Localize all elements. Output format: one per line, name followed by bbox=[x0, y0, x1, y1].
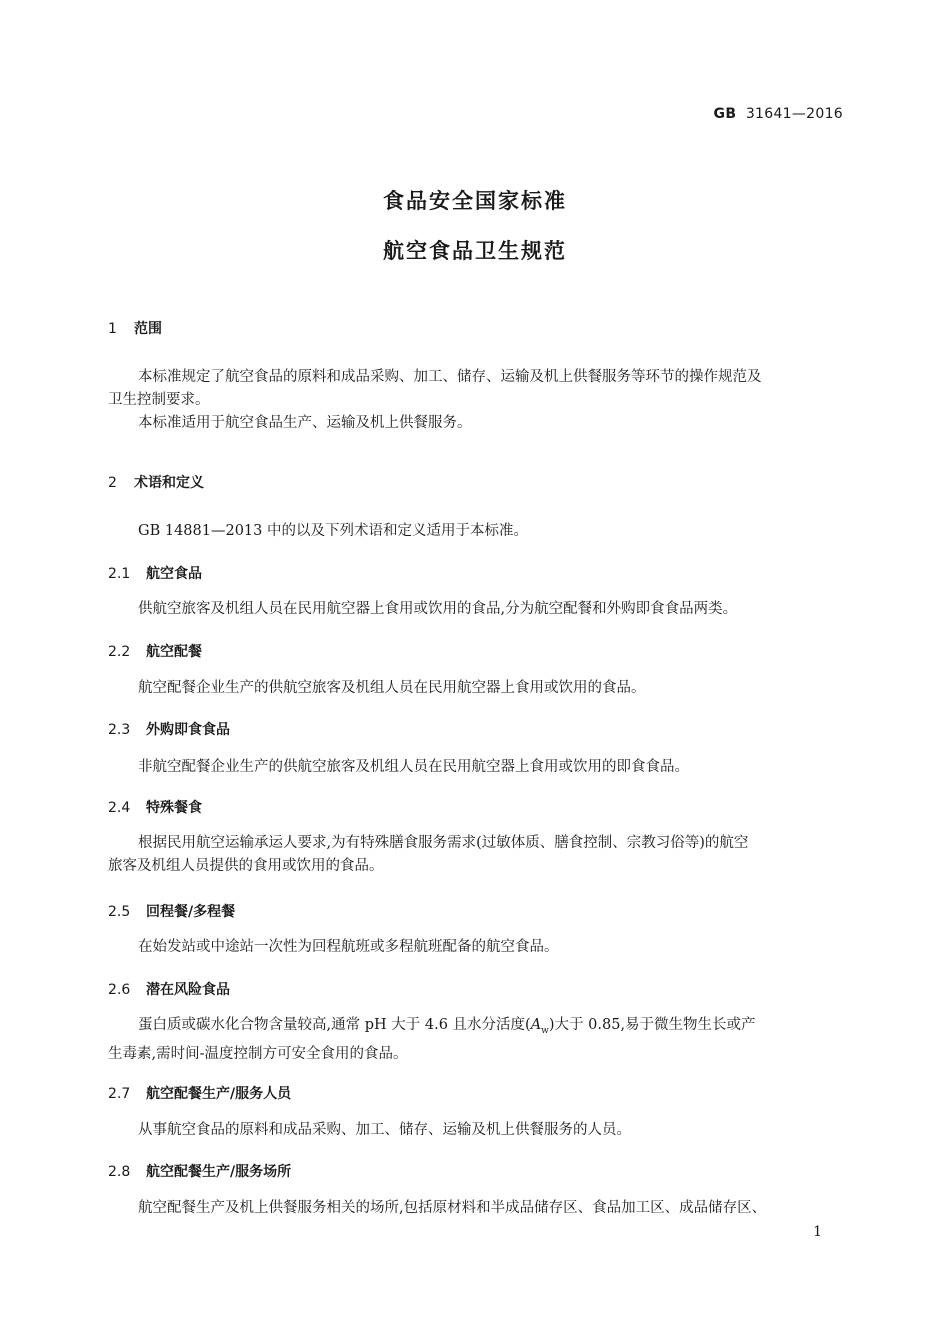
section-number: 2.5 bbox=[108, 904, 131, 920]
water-activity-subscript: w bbox=[541, 1025, 549, 1036]
section-number: 2.4 bbox=[108, 800, 131, 816]
section-number: 2.8 bbox=[108, 1164, 131, 1180]
section-title: 特殊餐食 bbox=[146, 800, 202, 816]
section-heading bbox=[108, 472, 204, 492]
standard-code-number: 31641—2016 bbox=[745, 106, 843, 122]
section-number: 2 bbox=[108, 475, 117, 491]
paragraph: GB 14881—2013 中的以及下列术语和定义适用于本标准。 bbox=[138, 523, 528, 539]
section-title: 航空食品 bbox=[146, 566, 202, 582]
paragraph-line: 本标准规定了航空食品的原料和成品采购、加工、储存、运输及机上供餐服务等环节的操作规范及 bbox=[138, 369, 762, 385]
section-title: 航空配餐生产/服务人员 bbox=[146, 1086, 292, 1102]
section-title: 航空配餐生产/服务场所 bbox=[146, 1164, 292, 1180]
water-activity-symbol: A bbox=[530, 1017, 542, 1033]
paragraph-line: 生毒素,需时间-温度控制方可安全食用的食品。 bbox=[108, 1045, 408, 1062]
subsection-heading bbox=[108, 979, 230, 999]
standard-code bbox=[714, 106, 843, 122]
section-title: 范围 bbox=[134, 321, 162, 337]
paragraph: 航空配餐生产及机上供餐服务相关的场所,包括原材料和半成品储存区、食品加工区、成品储存区、 bbox=[138, 1200, 767, 1216]
paragraph: 航空配餐企业生产的供航空旅客及机组人员在民用航空器上食用或饮用的食品。 bbox=[138, 680, 646, 696]
text-run: )大于 0.85,易于微生物生长或产 bbox=[548, 1017, 756, 1033]
section-title: 回程餐/多程餐 bbox=[146, 904, 236, 920]
paragraph bbox=[108, 366, 843, 435]
paragraph-line: 根据民用航空运输承运人要求,为有特殊膳食服务需求(过敏体质、膳食控制、宗教习俗等)的航空 bbox=[138, 835, 749, 851]
document-title: 食品安全国家标准 bbox=[383, 189, 567, 213]
page-number: 1 bbox=[813, 1224, 822, 1240]
section-number: 2.7 bbox=[108, 1086, 131, 1102]
paragraph-line: 本标准适用于航空食品生产、运输及机上供餐服务。 bbox=[138, 415, 472, 431]
section-number: 2.2 bbox=[108, 644, 131, 660]
subsection-heading bbox=[108, 563, 202, 583]
standard-code-prefix: GB bbox=[713, 106, 737, 122]
paragraph bbox=[108, 1014, 843, 1066]
paragraph-line: 旅客及机组人员提供的食用或饮用的食品。 bbox=[108, 858, 384, 874]
text-run: 蛋白质或碳水化合物含量较高,通常 pH 大于 4.6 且水分活度( bbox=[138, 1017, 531, 1033]
paragraph: 供航空旅客及机组人员在民用航空器上食用或饮用的食品,分为航空配餐和外购即食食品两类。 bbox=[138, 601, 738, 617]
subsection-heading bbox=[108, 1083, 291, 1103]
subsection-heading bbox=[108, 797, 202, 817]
section-title: 外购即食食品 bbox=[146, 722, 230, 738]
subsection-heading bbox=[108, 901, 235, 921]
paragraph bbox=[108, 832, 843, 878]
paragraph: 从事航空食品的原料和成品采购、加工、储存、运输及机上供餐服务的人员。 bbox=[138, 1122, 631, 1138]
paragraph-line: 卫生控制要求。 bbox=[108, 392, 210, 408]
section-number: 2.1 bbox=[108, 566, 131, 582]
subsection-heading bbox=[108, 719, 230, 739]
section-heading bbox=[108, 318, 162, 338]
section-title: 术语和定义 bbox=[134, 475, 204, 491]
section-number: 2.3 bbox=[108, 722, 131, 738]
section-title: 航空配餐 bbox=[146, 644, 202, 660]
section-number: 2.6 bbox=[108, 982, 131, 998]
document-subtitle: 航空食品卫生规范 bbox=[383, 239, 567, 263]
section-title: 潜在风险食品 bbox=[146, 982, 230, 998]
subsection-heading bbox=[108, 641, 202, 661]
section-number: 1 bbox=[108, 321, 117, 337]
paragraph: 非航空配餐企业生产的供航空旅客及机组人员在民用航空器上食用或饮用的即食食品。 bbox=[138, 759, 689, 775]
paragraph: 在始发站或中途站一次性为回程航班或多程航班配备的航空食品。 bbox=[138, 939, 559, 955]
paragraph-line bbox=[108, 1014, 843, 1043]
subsection-heading bbox=[108, 1161, 291, 1181]
